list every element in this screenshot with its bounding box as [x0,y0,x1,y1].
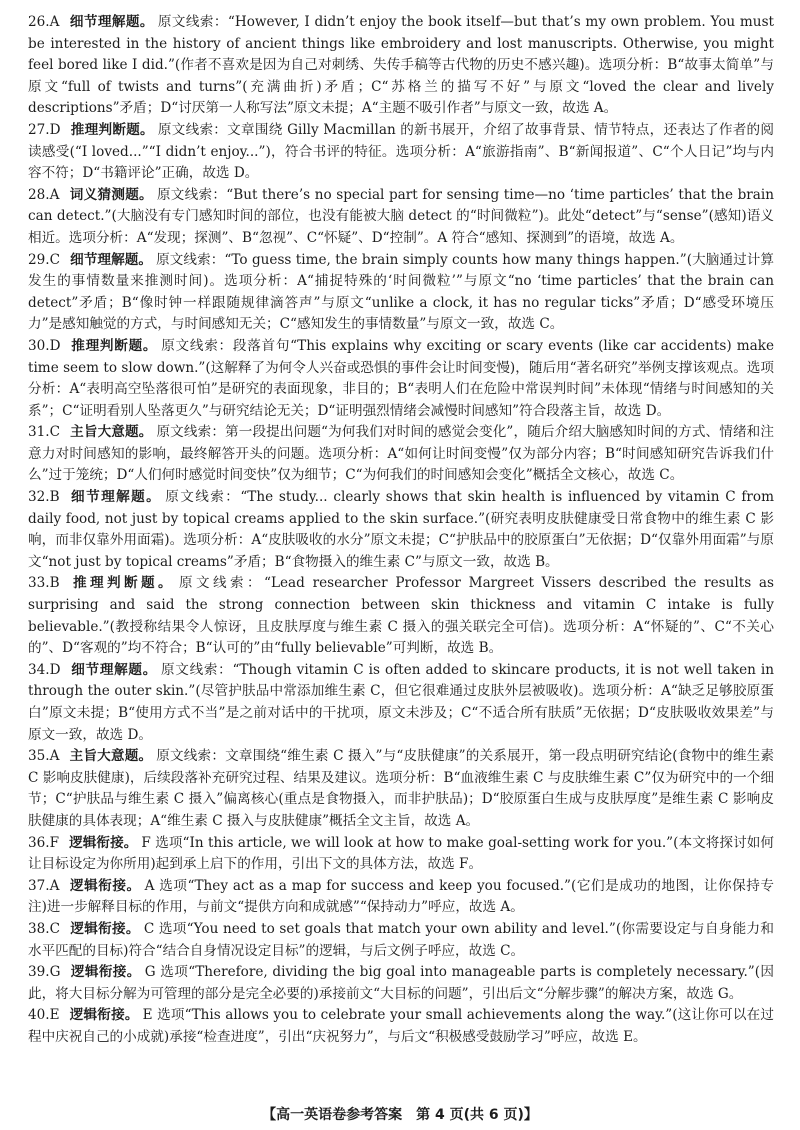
answer-item-27 [28,120,774,185]
explanation-text: 原文线索：文章围绕“维生素 C 摄入”与“皮肤健康”的关系展开，第一段点明研究结论(食物中的维生素 C 影响皮肤健康)，后续段落补充研究过程、结果及建议。选项分析：B“血液维生素 C 与皮肤维生素 C”仅为研究中的一个细节；C“护肤品与维生素 C 摄入”偏离核心(重点是食物摄入，而非护肤品)；D“胶原蛋白生成与皮肤厚度”是维生素 C 影响皮肤健康的具体表现；A“维生素 C 摄入与皮肤健康”概括全文主旨，故选 A。 [28,748,774,829]
answer-item-26 [28,12,774,120]
answer-letter: B [49,575,60,592]
answer-letter: G [49,964,61,981]
question-number: 32. [28,489,50,506]
explanation-text: 原文线索：“Lead researcher Professor Margreet Vissers described the results as surprising and said the strong connection between skin thickness and vitamin C intake is fully believable.”(教授称结果令人惊讶，且皮肤厚度与维生素 C 摄入的强关联完全可信)。选项分析：A“怀疑的”、C“不关心的”、D“客观的”均不符合；B“认可的”由“fully believable”可判断，故选 B。 [28,575,774,657]
answer-letter: D [49,121,61,138]
answer-letter: D [49,661,61,678]
explanation-text: 原文线索：“The study... clearly shows that skin health is influenced by vitamin C from daily food, not just by topical creams applied to the skin surface.”(研究表明皮肤健康受日常食物中的维生素 C 影响，而非仅靠外用面霜)。选项分析：A“皮肤吸收的水分”原文未提；C“护肤品中的胶原蛋白”无依据；D“仅靠外用面霜”与原文“not just by topical creams”矛盾；B“食物摄入的维生素 C”与原文一致，故选 B。 [28,489,775,570]
question-type: 逻辑衔接。 [69,877,141,894]
answer-item-33 [28,573,774,659]
question-type: 细节理解题。 [70,661,157,678]
answer-letter: C [49,424,61,441]
explanation-text: 原文线索：第一段提出问题“为何我们对时间的感觉会变化”，随后介绍大脑感知时间的方式、情绪和注意力对时间感知的影响，最终解答开头的问题。选项分析：A“如何让时间变慢”仅为部分内容；B“时间感知研究告诉我们什么”过于笼统；D“人们何时感觉时间变快”仅为细节；C“为何我们的时间感知会变化”概括全文核心，故选 C。 [28,424,774,484]
answer-letter: B [49,489,60,506]
question-type: 推理判断题。 [70,121,154,138]
explanation-text: 原文线索：文章围绕 Gilly Macmillan 的新书展开，介绍了故事背景、情节特点，还表达了作者的阅读感受(“I loved...”“I didn’t enjoy...”)，符合书评的特征。选项分析：A“旅游指南”、B“新闻报道”、C“个人日记”均与内容不符；D“书籍评论”正确，故选 D。 [28,121,774,182]
answer-letter: A [49,14,60,30]
question-number: 39. [28,964,50,981]
explanation-text: 原文线索：“To guess time, the brain simply counts how many things happen.”(大脑通过计算发生的事情数量来推测时间)。选项分析：A“捕捉特殊的‘时间微粒’”与原文“no ‘time particles’ that the brain can detect”矛盾；B“像时钟一样跟随规律滴答声”与原文“unlike a clock, it has no regular ticks”矛盾；D“感受环境压力”是感知触觉的方式，与时间感知无关；C“感知发生的事情数量”与原文一致，故选 C。 [28,251,774,333]
question-type: 细节理解题。 [70,251,153,268]
answer-letter: A [49,877,60,894]
explanation-text: 原文线索：“Though vitamin C is often added to skincare products, it is not well taken in through the outer skin.”(尽管护肤品中常添加维生素 C，但它很难通过皮肤外层被吸收)。选项分析：A“缺乏足够胶原蛋白”原文未提；B“使用方式不当”是之前对话中的干扰项，原文未涉及；C“不适合所有肤质”无依据；D“皮肤吸收效果差”与原文一致，故选 D。 [28,661,775,743]
question-number: 29. [28,251,50,268]
page-footer: 【高一英语卷参考答案 第 4 页(共 6 页)】 [262,1107,538,1123]
explanation-text: 原文线索：段落首句“This explains why exciting or scary events (like car accidents) make time seem to slow down.”(这解释了为何令人兴奋或恐惧的事件会让时间变慢)，随后用“著名研究”举例支撑该观点。选项分析：A“表明高空坠落很可怕”是研究的表面现象，非目的；B“表明人们在危险中常误判时间”未体现“情绪与时间感知的关系”；C“证明看别人坠落更久”与研究结论无关；D“证明强烈情绪会减慢时间感知”符合段落主旨，故选 D。 [28,337,774,419]
question-number: 28. [28,186,50,203]
question-number: 40. [28,1007,50,1024]
question-type: 逻辑衔接。 [69,834,138,851]
question-type: 推理判断题。 [70,337,158,354]
question-number: 38. [28,920,50,937]
answer-item-38 [28,919,774,962]
question-number: 35. [28,748,50,765]
explanation-text: G 选项“Therefore, dividing the big goal into manageable parts is completely necessary.”(因此，将大目标分解为可管理的部分是完全必要的)承接前文“大目标的问题”，引出后文“分解步骤”的解决方案，故选 G。 [28,964,775,1002]
question-number: 36. [28,834,50,851]
answer-item-32 [28,487,774,573]
explanation-text: A 选项“They act as a map for success and keep you focused.”(它们是成功的地图，让你保持专注)进一步解释目标的作用，与前文“提供方向和成就感”“保持动力”呼应，故选 A。 [28,877,774,916]
answer-item-40 [28,1005,774,1048]
question-type: 推理判断题。 [69,575,176,592]
question-type: 细节理解题。 [69,489,162,506]
question-number: 33. [28,575,50,592]
question-type: 逻辑衔接。 [70,920,140,937]
question-type: 主旨大意题。 [69,748,153,765]
answer-letter: D [49,337,61,354]
question-number: 34. [28,661,50,678]
answer-item-34 [28,660,774,746]
answer-key-page [28,12,774,1049]
answer-item-35 [28,746,774,832]
explanation-text: 原文线索：“But there’s no special part for sensing time—no ‘time particles’ that the brain can detect.”(大脑没有专门感知时间的部位，也没有能被大脑 detect 的“时间微粒”)。此处“detect”与“sense”(感知)语义相近。选项分析：A“发现；探测”、B“忽视”、C“怀疑”、D“控制”。A 符合“感知、探测到”的语境，故选 A。 [28,186,774,246]
question-type: 细节理解题。 [69,14,154,30]
answer-letter: A [49,748,60,765]
answer-item-31 [28,422,774,487]
question-type: 逻辑衔接。 [70,964,141,981]
question-number: 30. [28,337,50,354]
explanation-text: 原文线索：“However, I didn’t enjoy the book itself—but that’s my own problem. You must be interested in the history of ancient things like embroidery and lost manuscripts. Otherwise, you might feel bored like I did.”(作者不喜欢是因为自己对刺绣、失传手稿等古代物的历史不感兴趣)。选项分析：B“故事太简单”与原文“full of twists and turns”(充满曲折)矛盾；C“苏格兰的描写不好”与原文“loved the clear and lively descriptions”矛盾；D“讨厌第一人称写法”原文未提；A“主题不吸引作者”与原文一致，故选 A。 [28,14,775,117]
answer-item-39 [28,962,774,1005]
answer-letter: A [49,186,60,203]
question-number: 26. [28,14,50,30]
answer-letter: C [49,920,61,937]
question-type: 逻辑衔接。 [69,1007,139,1024]
answer-item-28 [28,185,774,250]
explanation-text: C 选项“You need to set goals that match your own ability and level.”(你需要设定与自身能力和水平匹配的目标)符合“结合自身情况设定目标”的逻辑，与后文例子呼应，故选 C。 [28,920,775,959]
answer-letter: F [49,834,60,851]
question-number: 27. [28,121,50,138]
explanation-text: F 选项“In this article, we will look at how to make goal-setting work for you.”(本文将探讨如何让目标设定为你所用)起到承上启下的作用，引出下文的具体方法，故选 F。 [28,834,774,873]
answer-item-37 [28,876,774,919]
answer-item-29 [28,250,774,336]
question-type: 主旨大意题。 [70,424,153,441]
explanation-text: E 选项“This allows you to celebrate your small achievements along the way.”(这让你可以在过程中庆祝自己的小成就)承接“检查进度”，引出“庆祝努力”，与后文“积极感受鼓励学习”呼应，故选 E。 [28,1007,774,1045]
answer-letter: E [49,1007,60,1024]
question-number: 37. [28,877,50,894]
answer-letter: C [49,251,61,268]
question-type: 词义猜测题。 [69,186,153,203]
answer-item-36 [28,833,774,876]
question-number: 31. [28,424,50,441]
answer-item-30 [28,336,774,422]
